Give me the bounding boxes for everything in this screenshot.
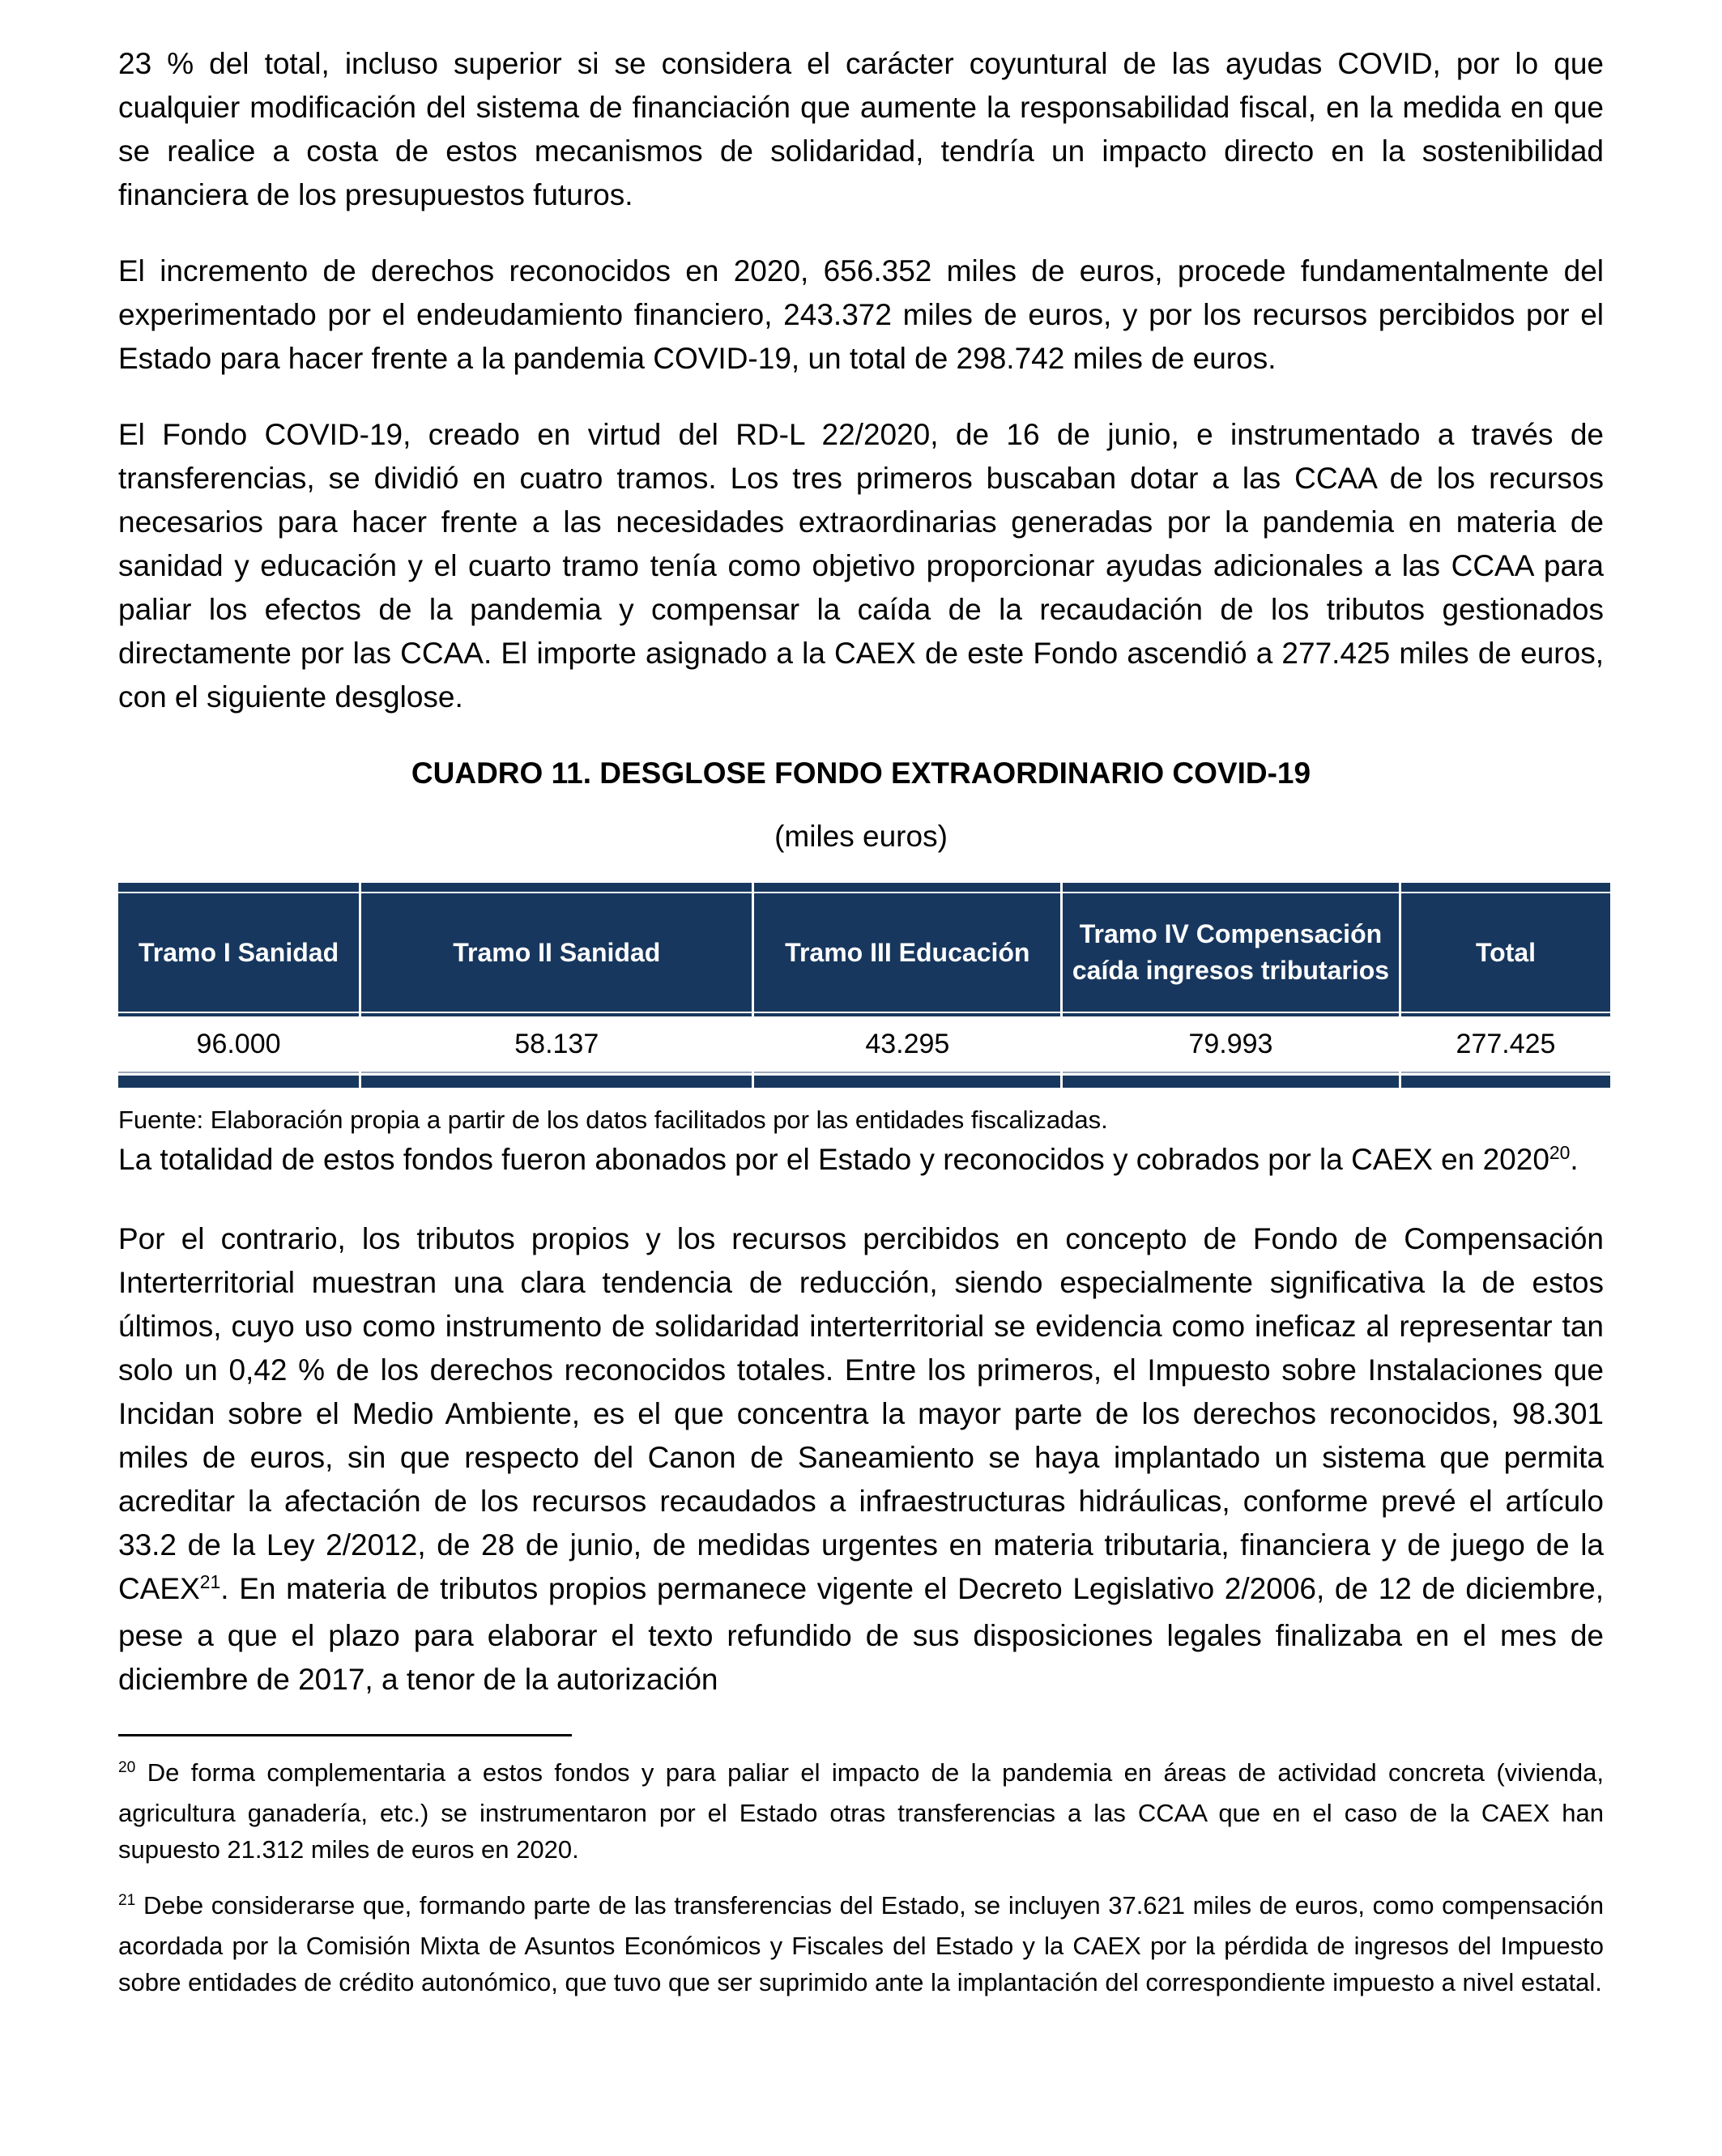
table-value-cell-total: 277.425 <box>1401 1016 1611 1072</box>
table-header-label: Tramo II Sanidad <box>453 937 661 967</box>
paragraph-totalidad-fondos <box>118 1138 1604 1185</box>
footnote-number: 21 <box>118 1892 136 1910</box>
footnote-text: Debe considerarse que, formando parte de las transferencias del Estado, se incluyen 37.621 miles de euros, como compensación acordada por la Comisión Mixta de Asuntos Económicos y Fiscales del Estado y la CAEX por la pérdida de ingresos del Impuesto sobre entidades de crédito autonómico, que tuvo que ser suprimido ante la implantación del correspondiente impuesto a nivel estatal. <box>118 1891 1604 1996</box>
covid-fund-breakdown-table <box>118 883 1604 1088</box>
footnote-reference-21: 21 <box>199 1571 221 1593</box>
table-border-segment <box>118 1076 359 1088</box>
paragraph-fondo-covid: El Fondo COVID-19, creado en virtud del RD-L 22/2020, de 16 de junio, e instrumentado a través de transferencias, se dividió en cuatro tramos. Los tres primeros buscaban dotar a las CCAA de los recursos necesarios para hacer frente a las necesidades extraordinarias generadas por la pandemia en materia de sanidad y educación y el cuarto tramo tenía como objetivo proporcionar ayudas adicionales a las CCAA para paliar los efectos de la pandemia y compensar la caída de la recaudación de los tributos gestionados directamente por las CCAA. El importe asignado a la CAEX de este Fondo ascendió a 277.425 miles de euros, con el siguiente desglose. <box>118 418 1604 714</box>
table-value-underline <box>118 1072 1604 1073</box>
table-value-cell-tramo4: 79.993 <box>1063 1016 1398 1072</box>
table-border-segment <box>1063 1076 1398 1088</box>
table-value-row <box>118 1016 1604 1072</box>
table-border-segment <box>118 883 359 892</box>
table-border-segment <box>1401 883 1611 892</box>
paragraph-text: Por el contrario, los tributos propios y los recursos percibidos en concepto de Fondo de Compensación Interterritorial muestran una clara tendencia de reducción, siendo especialmente significativa la de estos últimos, cuyo uso como instrumento de solidaridad interterritorial se evidencia como ineficaz al representar tan solo un 0,42 % de los derechos reconocidos totales. Entre los primeros, el Impuesto sobre Instalaciones que Incidan sobre el Medio Ambiente, es el que concentra la mayor parte de los derechos reconocidos, 98.301 miles de euros, sin que respecto del Canon de Saneamiento se haya implantado un sistema que permita acreditar la afectación de los recursos recaudados a infraestructuras hidráulicas, conforme prevé el artículo 33.2 de la Ley 2/2012, de 28 de junio, de medidas urgentes en materia tributaria, financiera y de juego de la CAEX <box>118 1222 1604 1605</box>
table-border-segment <box>1063 1072 1398 1073</box>
table-header-label: Total <box>1475 937 1537 967</box>
footnote-separator <box>118 1734 572 1736</box>
paragraph-text: . En materia de tributos propios permanece vigente el Decreto Legislativo 2/2006, de 12 de diciembre, pese a que el plazo para elaborar el texto refundido de sus disposiciones legales finalizaba en el mes de diciembre de 2017, a tenor de la autorización <box>118 1572 1604 1696</box>
table-border-segment <box>1063 883 1398 892</box>
paragraph-text: La totalidad de estos fondos fueron abonados por el Estado y reconocidos y cobrados por la CAEX en 2020 <box>118 1143 1549 1176</box>
footnote-20 <box>118 1754 1604 1868</box>
table-value-cell-tramo1: 96.000 <box>118 1016 359 1072</box>
table-header-label: Tramo III Educación <box>785 937 1030 967</box>
footnote-number: 20 <box>118 1759 136 1777</box>
table-title: CUADRO 11. DESGLOSE FONDO EXTRAORDINARIO COVID-19 <box>411 756 1311 790</box>
table-border-segment <box>754 883 1060 892</box>
table-border-segment <box>1401 1076 1611 1088</box>
table-header-label: Tramo IV Compensación caída ingresos tributarios <box>1072 919 1390 985</box>
table-border-segment <box>361 883 752 892</box>
table-border-segment <box>754 1076 1060 1088</box>
paragraph-tributos-propios <box>118 1217 1604 1702</box>
table-header-label: Tramo I Sanidad <box>138 937 339 967</box>
table-header-cell-tramo3 <box>754 893 1060 1012</box>
table-border-segment <box>754 1072 1060 1073</box>
table-source-note: Fuente: Elaboración propia a partir de los datos facilitados por las entidades fiscalizadas. <box>118 1106 1108 1134</box>
table-header-cell-tramo4 <box>1063 893 1398 1012</box>
footnote-21 <box>118 1887 1604 2000</box>
table-border-segment <box>361 1076 752 1088</box>
table-header-cell-tramo1 <box>118 893 359 1012</box>
paragraph-continuation: 23 % del total, incluso superior si se considera el carácter coyuntural de las ayudas COVID, por lo que cualquier modificación del sistema de financiación que aumente la responsabilidad fiscal, en la medida en que se realice a costa de estos mecanismos de solidaridad, tendría un impacto directo en la sostenibilidad financiera de los presupuestos futuros. <box>118 47 1604 211</box>
table-units-subtitle: (miles euros) <box>774 820 948 853</box>
table-header-row <box>118 893 1604 1012</box>
paragraph-derechos-reconocidos: El incremento de derechos reconocidos en 2020, 656.352 miles de euros, procede fundamentalmente del experimentado por el endeudamiento financiero, 243.372 miles de euros, y por los recursos percibidos por el Estado para hacer frente a la pandemia COVID-19, un total de 298.742 miles de euros. <box>118 254 1604 375</box>
table-header-cell-tramo2 <box>361 893 752 1012</box>
table-top-border <box>118 883 1604 892</box>
table-border-segment <box>118 1072 359 1073</box>
footnote-text: De forma complementaria a estos fondos y para paliar el impacto de la pandemia en áreas de actividad concreta (vivienda, agricultura ganadería, etc.) se instrumentaron por el Estado otras transferencias a las CCAA que en el caso de la CAEX han supuesto 21.312 miles de euros en 2020. <box>118 1758 1604 1864</box>
table-border-segment <box>1401 1072 1611 1073</box>
table-value-cell-tramo3: 43.295 <box>754 1016 1060 1072</box>
table-bottom-border <box>118 1076 1604 1088</box>
paragraph-text: . <box>1570 1143 1579 1176</box>
footnote-reference-20: 20 <box>1549 1142 1571 1164</box>
table-border-segment <box>361 1072 752 1073</box>
table-header-cell-total <box>1401 893 1611 1012</box>
table-value-cell-tramo2: 58.137 <box>361 1016 752 1072</box>
